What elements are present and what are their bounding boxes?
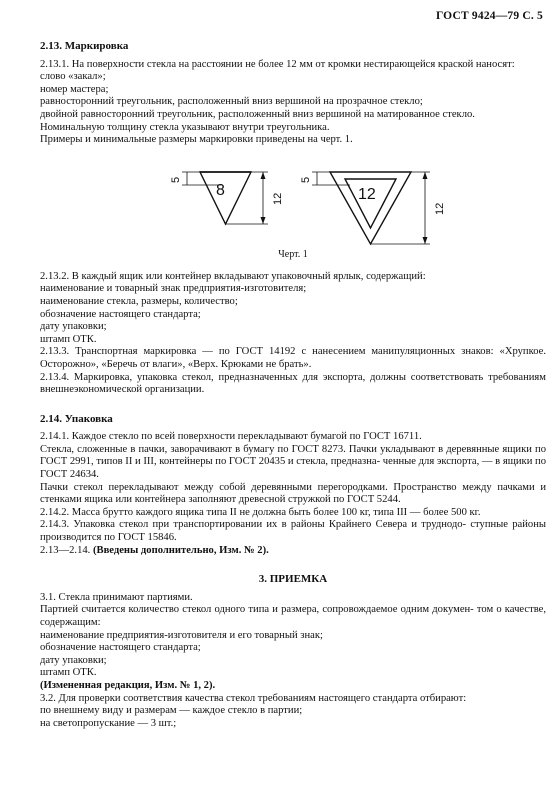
dimension-12-label: 12 [272,192,284,205]
paragraph: Партией считается количество стекол одного типа и размера, сопровождаемое одним докумен- том о качестве, содержащим: [40,604,546,628]
list-item: штамп ОТК. [40,667,97,679]
single-triangle [182,172,268,224]
paragraph: Примеры и минимальные размеры маркировки приведены на черт. 1. [40,134,353,146]
list-item: двойной равносторонний треугольник, расположенный вниз вершиной на матированное стекло. [40,108,475,120]
paragraph: 2.13.3. Транспортная маркировка — по ГОСТ 14192 с нанесением манипуляционных знаков: «Хрупкое. Осторожно», «Беречь от влаги», «Верх. Крюками не брать». [40,346,546,370]
amendment-note: (Измененная редакция, Изм. № 1, 2). [40,679,216,691]
amendment-note [40,545,546,558]
section-3-title: 3. ПРИЕМКА [258,573,328,586]
paragraph: 2.13.2. В каждый ящик или контейнер вкладывают упаковочный ярлык, содержащий: [40,270,426,282]
paragraph: 2.13.1. На поверхности стекла на расстоянии не более 12 мм от кромки нестирающейся краской наносят: [40,58,515,70]
paragraph: 2.14.1. Каждое стекло по всей поверхности перекладывают бумагой по ГОСТ 16711. [40,431,422,443]
list-item: дату упаковки; [40,321,107,333]
dimension-12-label: 12 [434,202,446,215]
document-body [40,40,546,730]
figure-1 [40,153,546,271]
list-item: наименование стекла, размеры, количество; [40,295,238,307]
dimension-5-label: 5 [300,176,312,183]
marking-triangles-drawing [40,153,546,249]
double-triangle [312,172,430,244]
triangle-1-number: 8 [216,181,225,199]
page-header: ГОСТ 9424—79 С. 5 [435,10,543,22]
list-item: равносторонний треугольник, расположенный вниз вершиной на прозрачное стекло; [40,96,423,108]
triangle-2-number: 12 [358,185,376,203]
paragraph: 3.2. Для проверки соответствия качества стекол требованиям настоящего стандарта отбирают: [40,692,467,704]
paragraph: 2.14.3. Упаковка стекол при транспортировании их в районы Крайнего Севера и труднодо- ступные районы производится по ГОСТ 15846. [40,519,546,544]
paragraph: Номинальную толщину стекла указывают внутри треугольника. [40,121,330,133]
list-item: штамп ОТК. [40,333,97,345]
list-item: по внешнему виду и размерам — каждое стекло в партии; [40,705,303,717]
list-item: номер мастера; [40,83,109,95]
section-2-14-title: 2.14. Упаковка [40,412,113,425]
paragraph: Пачки стекол перекладывают между собой деревянными перегородками. Пространство между пачками и стенками ящика или контейнера заполняют древесной стружкой по ГОСТ 5244. [40,481,546,506]
dimension-5-label: 5 [170,176,182,183]
list-item: слово «закал»; [40,71,106,83]
list-item: на светопропускание — 3 шт.; [40,717,177,729]
section-2-13-title: 2.13. Маркировка [40,40,129,52]
paragraph: 2.14.2. Масса брутто каждого ящика типа II не должна быть более 100 кг, типа III — более 500 кг. [40,506,481,518]
list-item: обозначение настоящего стандарта; [40,308,201,320]
amendment-range: 2.13—2.14. [40,544,93,556]
list-item: дату упаковки; [40,654,107,666]
list-item: обозначение настоящего стандарта; [40,642,201,654]
figure-caption: Черт. 1 [278,248,308,260]
list-item: наименование и товарный знак предприятия-изготовителя; [40,283,307,295]
paragraph: 2.13.4. Маркировка, упаковка стекол, предназначенных для экспорта, должны соответствовать требованиям внешнеэкономической организации. [40,371,546,396]
amendment-text: (Введены дополнительно, Изм. № 2). [92,544,269,556]
list-item: наименование предприятия-изготовителя и его товарный знак; [40,629,323,641]
paragraph: 3.1. Стекла принимают партиями. [40,591,193,603]
paragraph: Стекла, сложенные в пачки, заворачивают в бумагу по ГОСТ 8273. Пачки укладывают в деревянные ящики по ГОСТ 2991, типов II и III, контейнеры по ГОСТ 20435 и стекла, предназна- ченные для экспорта, — в ящики по ГОСТ 24634. [40,443,546,481]
